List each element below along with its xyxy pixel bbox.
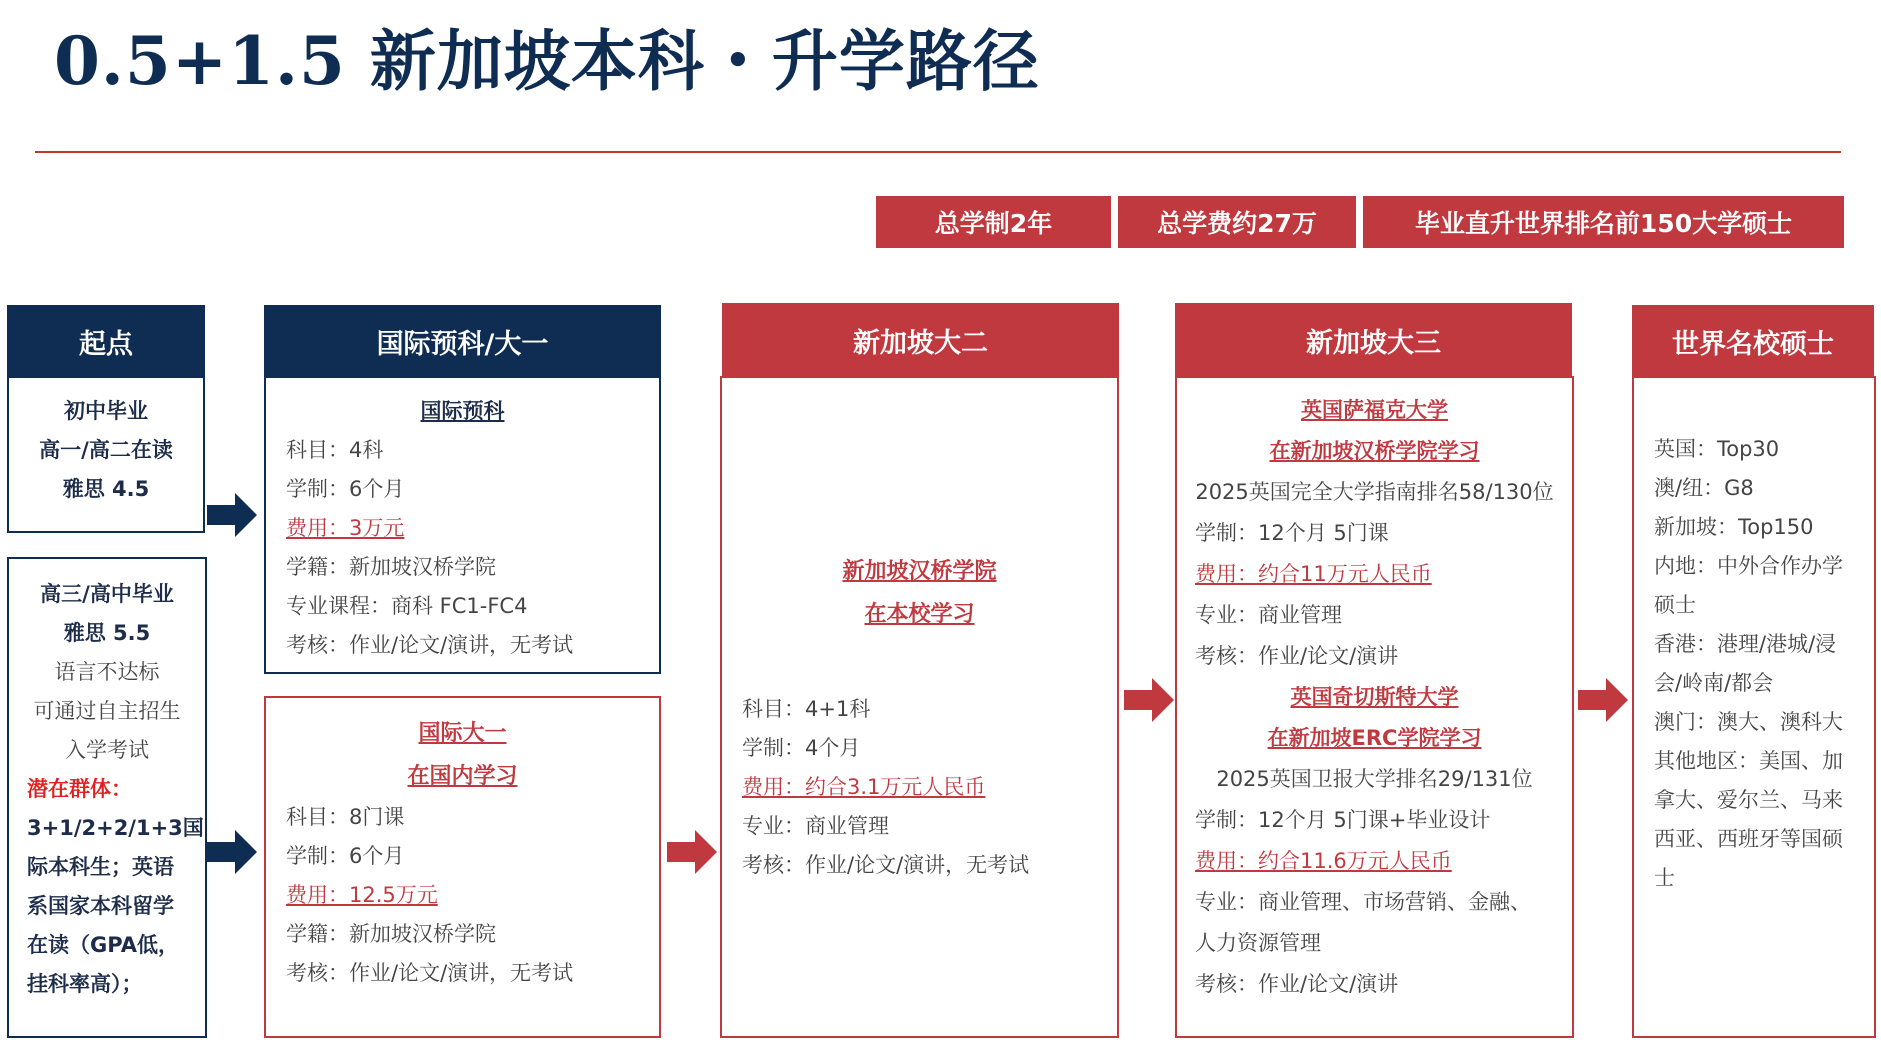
arrow-right-icon	[1124, 678, 1174, 722]
prep-course: 专业课程：商科 FC1-FC4	[286, 594, 528, 618]
masters-line: 内地：中外合作办学	[1654, 554, 1843, 578]
year2-duration: 学制：4个月	[742, 736, 861, 760]
suffolk-rank: 2025英国完全大学指南排名58/130位	[1195, 480, 1554, 504]
page-title: 0.5+1.5 新加坡本科・升学路径	[54, 22, 1040, 100]
chichester-major-cont: 人力资源管理	[1195, 931, 1321, 955]
start-line: 雅思 5.5	[63, 621, 151, 645]
suffolk-fee: 费用：约合11万元人民币	[1195, 562, 1432, 586]
suffolk-assess: 考核：作业/论文/演讲	[1195, 644, 1399, 668]
masters-line: 拿大、爱尔兰、马来	[1654, 788, 1843, 812]
foundation-header: 国际预科/大一	[264, 305, 661, 378]
year2-box	[720, 376, 1119, 1038]
prep-title: 国际预科	[420, 399, 505, 423]
start-line: 雅思 4.5	[62, 477, 150, 501]
masters-line: 新加坡：Top150	[1654, 515, 1814, 539]
suffolk-title: 英国萨福克大学	[1301, 398, 1448, 422]
suffolk-major: 专业：商业管理	[1195, 603, 1342, 627]
masters-header: 世界名校硕士	[1632, 305, 1874, 378]
prep-enroll: 学籍：新加坡汉桥学院	[286, 555, 496, 579]
start-box-junior	[7, 376, 205, 533]
year1-subjects: 科目：8门课	[286, 805, 405, 829]
potential-line: 际本科生；英语	[27, 855, 174, 879]
masters-line: 硕士	[1654, 593, 1696, 617]
potential-line: 3+1/2+2/1+3国	[27, 816, 204, 840]
year1-title: 国际大一	[418, 721, 507, 746]
arrow-right-icon	[1578, 678, 1628, 722]
arrow-right-icon	[667, 830, 717, 874]
year1-enroll: 学籍：新加坡汉桥学院	[286, 922, 496, 946]
start-line: 语言不达标	[54, 660, 160, 684]
title-divider	[35, 151, 1841, 153]
masters-box	[1632, 376, 1876, 1038]
masters-line: 英国：Top30	[1654, 437, 1780, 461]
masters-line: 香港：港理/港城/浸	[1654, 632, 1837, 656]
year2-major: 专业：商业管理	[742, 814, 889, 838]
year1-subtitle: 在国内学习	[407, 764, 518, 789]
start-line: 高三/高中毕业	[40, 582, 174, 606]
arrow-right-icon	[207, 830, 257, 874]
prep-box	[264, 376, 661, 674]
start-line: 初中毕业	[64, 399, 148, 423]
year2-header: 新加坡大二	[722, 303, 1119, 378]
potential-line: 挂科率高）；	[27, 972, 143, 996]
year2-subtitle: 在本校学习	[864, 602, 975, 627]
masters-line: 会/岭南/都会	[1654, 671, 1774, 695]
chichester-subtitle: 在新加坡ERC学院学习	[1267, 726, 1482, 750]
year1-box	[264, 696, 661, 1038]
start-line: 可通过自主招生	[33, 699, 181, 723]
year2-subjects: 科目：4+1科	[742, 697, 871, 721]
masters-line: 西亚、西班牙等国硕	[1654, 827, 1843, 851]
prep-assess: 考核：作业/论文/演讲，无考试	[286, 633, 574, 657]
chichester-fee: 费用：约合11.6万元人民币	[1195, 849, 1452, 873]
start-header: 起点	[7, 305, 205, 378]
start-line: 高一/高二在读	[39, 438, 173, 462]
tag-masters: 毕业直升世界排名前150大学硕士	[1363, 196, 1844, 248]
year2-title: 新加坡汉桥学院	[842, 559, 997, 584]
year2-fee: 费用：约合3.1万元人民币	[742, 775, 986, 799]
year3-box	[1175, 376, 1574, 1038]
chichester-major: 专业：商业管理、市场营销、金融、	[1195, 890, 1531, 914]
start-line: 入学考试	[65, 738, 149, 762]
chichester-duration: 学制：12个月 5门课+毕业设计	[1195, 808, 1491, 832]
masters-line: 士	[1654, 866, 1675, 890]
potential-line: 在读（GPA低，	[27, 933, 179, 957]
suffolk-subtitle: 在新加坡汉桥学院学习	[1269, 439, 1480, 463]
year1-duration: 学制：6个月	[286, 844, 405, 868]
chichester-rank: 2025英国卫报大学排名29/131位	[1216, 767, 1533, 791]
tag-tuition: 总学费约27万	[1118, 196, 1356, 248]
chichester-assess: 考核：作业/论文/演讲	[1195, 972, 1399, 996]
arrow-right-icon	[207, 493, 257, 537]
prep-duration: 学制：6个月	[286, 477, 405, 501]
masters-line: 澳/纽：G8	[1654, 476, 1754, 500]
prep-subjects: 科目：4科	[286, 438, 384, 462]
potential-label: 潜在群体：	[27, 777, 132, 801]
suffolk-duration: 学制：12个月 5门课	[1195, 521, 1389, 545]
masters-line: 其他地区：美国、加	[1654, 749, 1843, 773]
year3-header: 新加坡大三	[1175, 303, 1572, 378]
chichester-title: 英国奇切斯特大学	[1290, 685, 1459, 709]
potential-line: 系国家本科留学	[27, 894, 174, 918]
start-box-senior	[7, 557, 207, 1038]
tag-duration: 总学制2年	[876, 196, 1111, 248]
year2-assess: 考核：作业/论文/演讲，无考试	[742, 853, 1030, 877]
masters-line: 澳门：澳大、澳科大	[1654, 710, 1843, 734]
year1-assess: 考核：作业/论文/演讲，无考试	[286, 961, 574, 985]
prep-fee: 费用：3万元	[286, 516, 405, 540]
year1-fee: 费用：12.5万元	[286, 883, 438, 907]
